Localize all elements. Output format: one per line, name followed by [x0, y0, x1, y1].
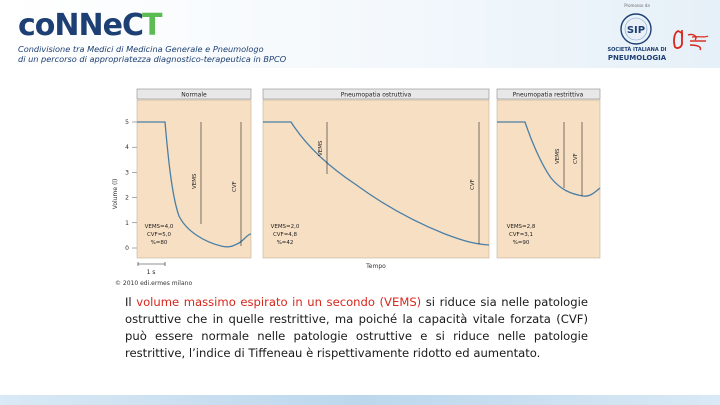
sip-promoted-by: Promosso da: [624, 3, 650, 8]
label-vems: VEMS=4,0: [144, 224, 174, 230]
time-scale-bar: [138, 262, 165, 276]
tagline-line-1: Condivisione tra Medici di Medicina Generale e Pneumologo: [18, 44, 264, 54]
label-cvf: CVF=5,0: [146, 232, 172, 238]
label-vems: VEMS=2,0: [270, 224, 300, 230]
spirometry-chart: [105, 84, 605, 294]
spirometry-figure: [105, 84, 605, 294]
lungs-breath-icon: [672, 27, 712, 51]
caption-text: [125, 294, 588, 362]
label-cvf: CVF=3,1: [508, 232, 534, 238]
caption-highlight: volume massimo espirato in un secondo (VEMS): [136, 295, 422, 309]
label-ratio: %=90: [512, 240, 530, 246]
logo-accent-letter: T: [141, 8, 162, 43]
arrow-vems-label: VEMS: [318, 140, 324, 156]
panel-normale: [137, 89, 251, 258]
sip-abbr: SIP: [626, 25, 646, 36]
y-tick-label: 0: [125, 245, 129, 252]
y-tick-label: 3: [125, 169, 129, 177]
arrow-cvf-label: CVF: [573, 153, 579, 164]
sip-emblem-icon: [614, 12, 658, 46]
time-scale-label: 1 s: [146, 269, 156, 276]
label-ratio: %=80: [150, 240, 168, 246]
x-axis-label: Tempo: [366, 263, 386, 270]
sip-name-line-2: PNEUMOLOGIA: [607, 54, 667, 62]
label-ratio: %=42: [276, 240, 294, 246]
panel-title: Pneumopatia ostruttiva: [340, 91, 412, 99]
panel-title: Pneumopatia restrittiva: [512, 91, 584, 99]
panel-restrittiva: [497, 89, 600, 258]
sip-logo: [603, 3, 671, 65]
arrow-cvf-label: CVF: [470, 179, 476, 190]
panel-ostruttiva: [263, 89, 489, 270]
sip-name-line-1: SOCIETÀ ITALIANA DI: [607, 47, 667, 53]
header-band: [0, 0, 720, 68]
y-ticks: [125, 119, 137, 252]
arrow-cvf-label: CVF: [232, 181, 238, 192]
label-cvf: CVF=4,8: [272, 232, 298, 238]
logo-wordmark: coNNeC: [18, 8, 143, 43]
arrow-vems-label: VEMS: [192, 173, 198, 189]
tagline-line-2: di un percorso di appropriatezza diagnostico-terapeutica in BPCO: [18, 54, 287, 64]
label-vems: VEMS=2,8: [506, 224, 536, 230]
y-tick-label: 1: [125, 219, 129, 227]
y-tick-label: 5: [125, 119, 129, 126]
copyright-notice: © 2010 edi.ermes milano: [115, 280, 193, 287]
y-tick-label: 4: [125, 144, 129, 152]
y-axis-label: Volume (l): [112, 178, 119, 210]
caption-part-1: Il: [125, 295, 137, 309]
y-tick-label: 2: [125, 194, 129, 202]
footer-band: [0, 395, 720, 405]
connect-logo: [18, 8, 161, 44]
caption-part-2: si riduce sia nelle patologie ostruttive che in quelle restrittive, ma poiché la capacità vitale forzata (CVF) può essere normale nelle patologie ostruttive e si riduce nelle patologie restrittive, l’indice di Tiffeneau è rispettivamente ridotto ed aumentato.: [125, 295, 588, 360]
arrow-vems-label: VEMS: [555, 148, 561, 164]
panel-title: Normale: [181, 91, 207, 99]
